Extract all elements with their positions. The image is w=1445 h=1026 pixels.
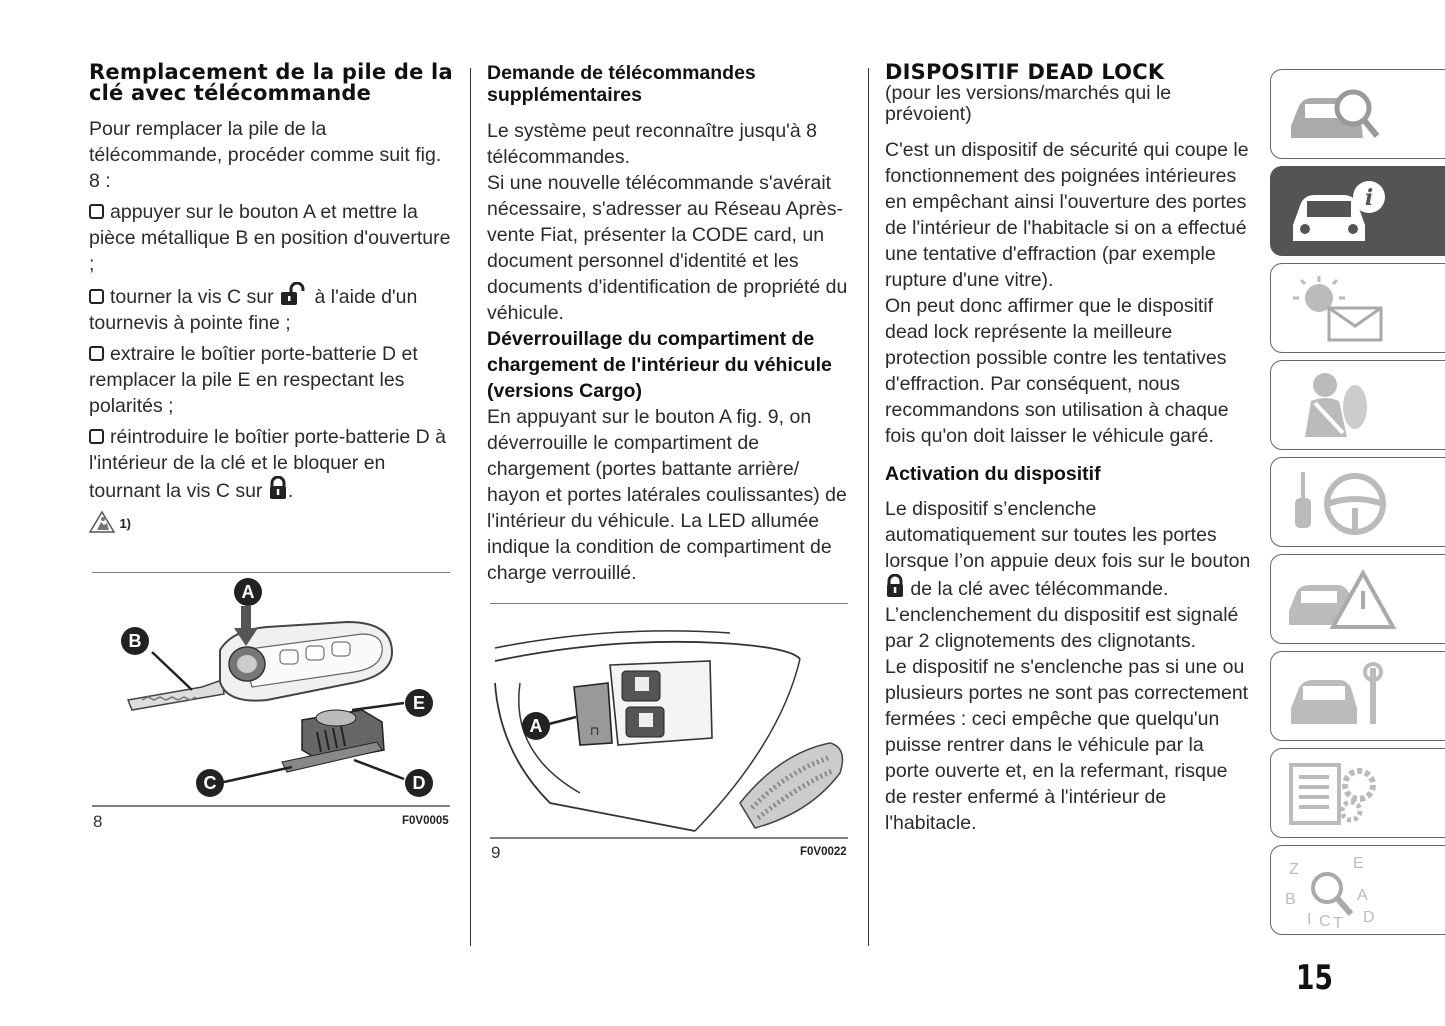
tab-car-search[interactable] xyxy=(1270,69,1445,159)
activation-para-1: Le dispositif s’enclenche automatiquement sur toutes les portes lorsque l’on appuie deux fois sur le bouton de la clé avec télécommande. xyxy=(885,498,1251,600)
svg-text:i: i xyxy=(1364,185,1374,211)
figure-9-door-panel xyxy=(490,603,848,838)
column-remotes xyxy=(487,62,849,586)
dead-lock-note: (pour les versions/marchés qui le prévoient) xyxy=(885,82,1172,125)
figure-9-number: 9 xyxy=(491,843,501,862)
tab-emergency[interactable] xyxy=(1270,554,1445,644)
activation-para-2: L’enclenchement du dispositif est signalé par 2 clignotements des clignotants. xyxy=(885,604,1239,652)
svg-text:I: I xyxy=(1307,911,1312,928)
battery-step-1: appuyer sur le bouton A et mettre la pièce métallique B en position d'ouverture ; xyxy=(89,201,451,275)
figure-8-code: F0V0005 xyxy=(402,815,449,827)
callout-a xyxy=(521,711,551,741)
page-number: 15 xyxy=(1296,958,1333,998)
column-divider-2 xyxy=(868,68,869,946)
cargo-unlock-para: En appuyant sur le bouton A fig. 9, on déverrouille le compartiment de chargement (portes battante arrière/ hayon et portes latérales coulissantes) de l'intérieur du véhicule. La LED allumée indique la condition de compartiment de charge verrouillé. xyxy=(487,406,847,584)
lock-icon xyxy=(885,574,905,598)
tab-safety[interactable] xyxy=(1270,360,1445,450)
key-battery-illustration xyxy=(92,572,450,807)
svg-text:E: E xyxy=(1353,855,1364,872)
svg-text:D: D xyxy=(412,773,426,793)
cargo-unlock-title: Déverrouillage du compartiment de chargement de l'intérieur du véhicule (versions Cargo) xyxy=(487,328,832,402)
activation-title: Activation du dispositif xyxy=(885,463,1101,485)
svg-text:⊓: ⊓ xyxy=(590,724,600,738)
alphabetical-index-icon xyxy=(1281,852,1401,930)
battery-step-4: réintroduire le boîtier porte-batterie D à l'intérieur de la clé et le bloquer en tournant la vis C sur . xyxy=(89,426,447,502)
tab-maintenance[interactable] xyxy=(1270,651,1445,741)
remotes-para-2: Si une nouvelle télécommande s'avérait nécessaire, s'adresser au Réseau Après-vente Fiat, présenter la CODE card, un document personnel d'identité et les documents d'identification de propriété du véhicule. xyxy=(487,172,848,324)
technical-data-icon xyxy=(1281,755,1401,833)
dead-lock-para-1: C'est un dispositif de sécurité qui coupe le fonctionnement des poignées intérieures en empêchant ainsi l'ouverture des portes de l'intérieur de l'habitacle si on a effectué une tentative d'effraction (par exemple rupture d'une vitre). xyxy=(885,139,1249,291)
checkbox-bullet-icon xyxy=(89,429,104,444)
car-search-icon xyxy=(1281,76,1401,154)
svg-text:C: C xyxy=(203,773,217,793)
svg-text:A: A xyxy=(1357,887,1368,904)
tab-alphabetical-index[interactable] xyxy=(1270,845,1445,935)
callout-d xyxy=(404,768,434,798)
svg-text:E: E xyxy=(412,693,426,713)
lock-icon xyxy=(268,476,288,500)
car-info-icon xyxy=(1281,173,1401,251)
column-dead-lock xyxy=(885,62,1251,836)
car-maintenance-icon xyxy=(1281,658,1401,736)
activation-para-3: Le dispositif ne s'enclenche pas si une ou plusieurs portes ne sont pas correctement fermées : ceci empêche que quelqu'un puisse rentrer dans le véhicule par la porte ouverte et, en la refermant, risque de rester enfermé à l'intérieur de l'habitacle. xyxy=(885,656,1249,834)
callout-c xyxy=(195,768,225,798)
warning-light-message-icon xyxy=(1281,270,1401,348)
warning-reference: 1) xyxy=(89,510,455,534)
checkbox-bullet-icon xyxy=(89,289,104,304)
callout-b xyxy=(120,626,150,656)
svg-text:Z: Z xyxy=(1289,861,1299,878)
warning-triangle-icon xyxy=(89,510,115,534)
svg-text:D: D xyxy=(1363,909,1375,926)
figure-8-number: 8 xyxy=(93,812,103,831)
dead-lock-title: DISPOSITIF DEAD LOCK xyxy=(885,60,1165,84)
checkbox-bullet-icon xyxy=(89,204,104,219)
svg-text:A: A xyxy=(529,716,543,736)
column-key-battery xyxy=(89,62,455,534)
battery-step-3: extraire le boîtier porte-batterie D et remplacer la pile E en respectant les polarités ; xyxy=(89,343,418,417)
svg-text:B: B xyxy=(128,631,142,651)
battery-intro: Pour remplacer la pile de la télécommande, procéder comme suit fig. 8 : xyxy=(89,118,442,192)
battery-step-2: tourner la vis C sur à l'aide d'un tournevis à pointe fine ; xyxy=(89,282,455,336)
svg-text:C: C xyxy=(1319,913,1331,930)
svg-text:T: T xyxy=(1333,915,1343,930)
svg-text:A: A xyxy=(241,582,255,602)
remotes-para-1: Le système peut reconnaître jusqu'à 8 télécommandes. xyxy=(487,120,818,168)
airbag-seatbelt-icon xyxy=(1281,367,1401,445)
tab-warning-lights[interactable] xyxy=(1270,263,1445,353)
battery-replacement-title: Remplacement de la pile de la clé avec télécommande xyxy=(89,60,453,105)
key-steering-wheel-icon xyxy=(1281,464,1401,542)
callout-a xyxy=(233,577,263,607)
column-divider-1 xyxy=(470,68,471,946)
extra-remotes-title: Demande de télécommandes supplémentaires xyxy=(487,62,756,106)
car-emergency-icon xyxy=(1281,561,1401,639)
tab-technical-data[interactable] xyxy=(1270,748,1445,838)
tab-car-info[interactable] xyxy=(1270,166,1445,256)
checkbox-bullet-icon xyxy=(89,346,104,361)
callout-e xyxy=(404,688,434,718)
dead-lock-para-2: On peut donc affirmer que le dispositif dead lock représente la meilleure protection possible contre les tentatives d'effraction. Par conséquent, nous recommandons son utilisation à chaque fois qu'on doit laisser le véhicule garé. xyxy=(885,295,1229,447)
svg-text:B: B xyxy=(1285,891,1296,908)
unlock-icon xyxy=(279,282,309,306)
tab-starting-driving[interactable] xyxy=(1270,457,1445,547)
figure-9-code: F0V0022 xyxy=(800,846,847,858)
figure-8-key-battery xyxy=(92,572,450,807)
